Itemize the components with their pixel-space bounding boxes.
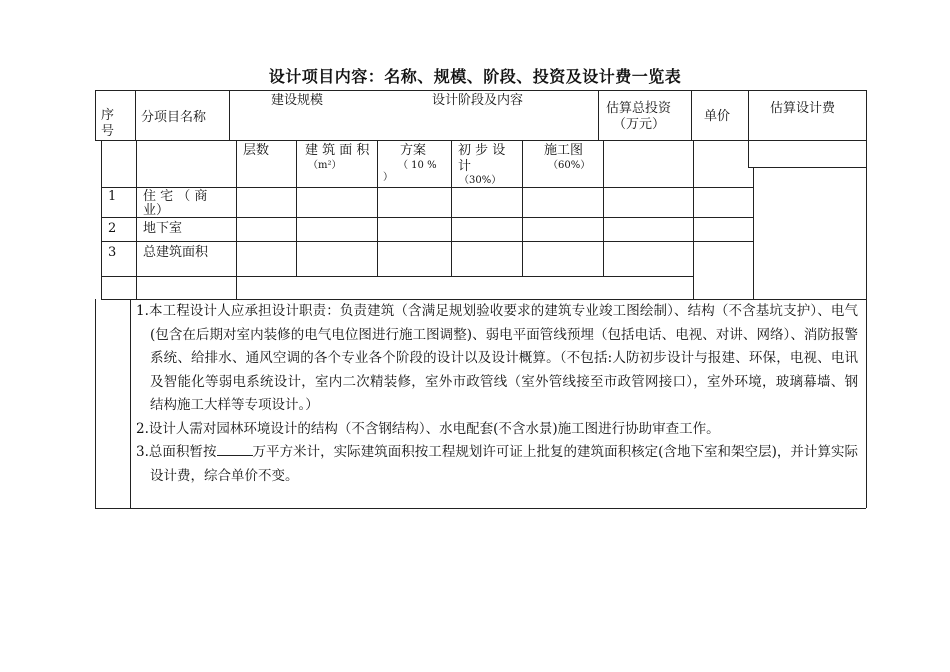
header-item-name: 分项目名称 — [141, 110, 207, 125]
page-title: 设计项目内容：名称、规模、阶段、投资及设计费一览表 — [268, 67, 682, 86]
area-blank — [217, 441, 253, 456]
note-3 — [136, 441, 858, 488]
subheader-area: 建 筑 面 积 — [305, 143, 370, 158]
header-investment: 估算总投资 — [606, 101, 672, 116]
row-2-no: 2 — [108, 221, 117, 236]
header-investment-unit: （万元） — [613, 117, 666, 132]
row-1-name-2: 业） — [143, 203, 170, 218]
note-3-prefix: 3.总面积暂按 — [136, 444, 217, 460]
note-3-suffix: 万平方米计，实际建筑面积按工程规划许可证上批复的建筑面积核定(含地下室和架空层)，并计算实际设计费，综合单价不变。 — [150, 444, 858, 484]
subheader-construction: 施工图 — [544, 143, 584, 158]
header-seq-2: 号 — [101, 124, 115, 139]
header-unit-price: 单价 — [704, 109, 731, 124]
header-scale: 建设规模 — [271, 93, 324, 108]
subheader-scheme-pct: （ 10 % — [398, 160, 437, 171]
notes-block — [136, 300, 858, 488]
subheader-scheme: 方案 — [400, 143, 427, 158]
row-1-no: 1 — [108, 189, 117, 204]
note-2: 2.设计人需对园林环境设计的结构（不含钢结构）、水电配套(不含水景)施工图进行协助审查工作。 — [136, 420, 720, 437]
note-1: 1.本工程设计人应承担设计职责：负责建筑（含满足规划验收要求的建筑专业竣工图绘制）、结构（不含基坑支护）、电气(包含在后期对室内装修的电气电位图进行施工图调整)、弱电平面管线预埋（包括电话、电视、对讲、网络）、消防报警系统、给排水、通风空调的各个专业各个阶段的设计以及设计概算。（不包括:人防初步设计与报建、环保，电视、电讯及智能化等弱电系统设计，室内二次精装修，室外市政管线（室外管线接至市政管网接口），室外环境，玻璃幕墙、钢结构施工大样等专项设计。） — [136, 303, 858, 413]
header-stage: 设计阶段及内容 — [432, 93, 524, 108]
row-3-no: 3 — [108, 245, 117, 260]
header-design-fee: 估算设计费 — [770, 101, 836, 116]
subheader-scheme-close: ） — [383, 172, 393, 183]
header-seq: 序 — [101, 108, 115, 123]
row-3-name: 总建筑面积 — [143, 245, 209, 260]
subheader-prelim-2: 计 — [458, 159, 472, 174]
row-2-name: 地下室 — [143, 221, 183, 236]
subheader-floors: 层数 — [243, 143, 270, 158]
subheader-area-unit: （m²） — [308, 160, 342, 171]
row-1-name: 住 宅 （ 商 — [143, 189, 208, 204]
subheader-prelim: 初 步 设 — [458, 143, 506, 158]
subheader-prelim-pct: （30%） — [459, 175, 502, 186]
subheader-construction-pct: （60%） — [548, 160, 591, 171]
